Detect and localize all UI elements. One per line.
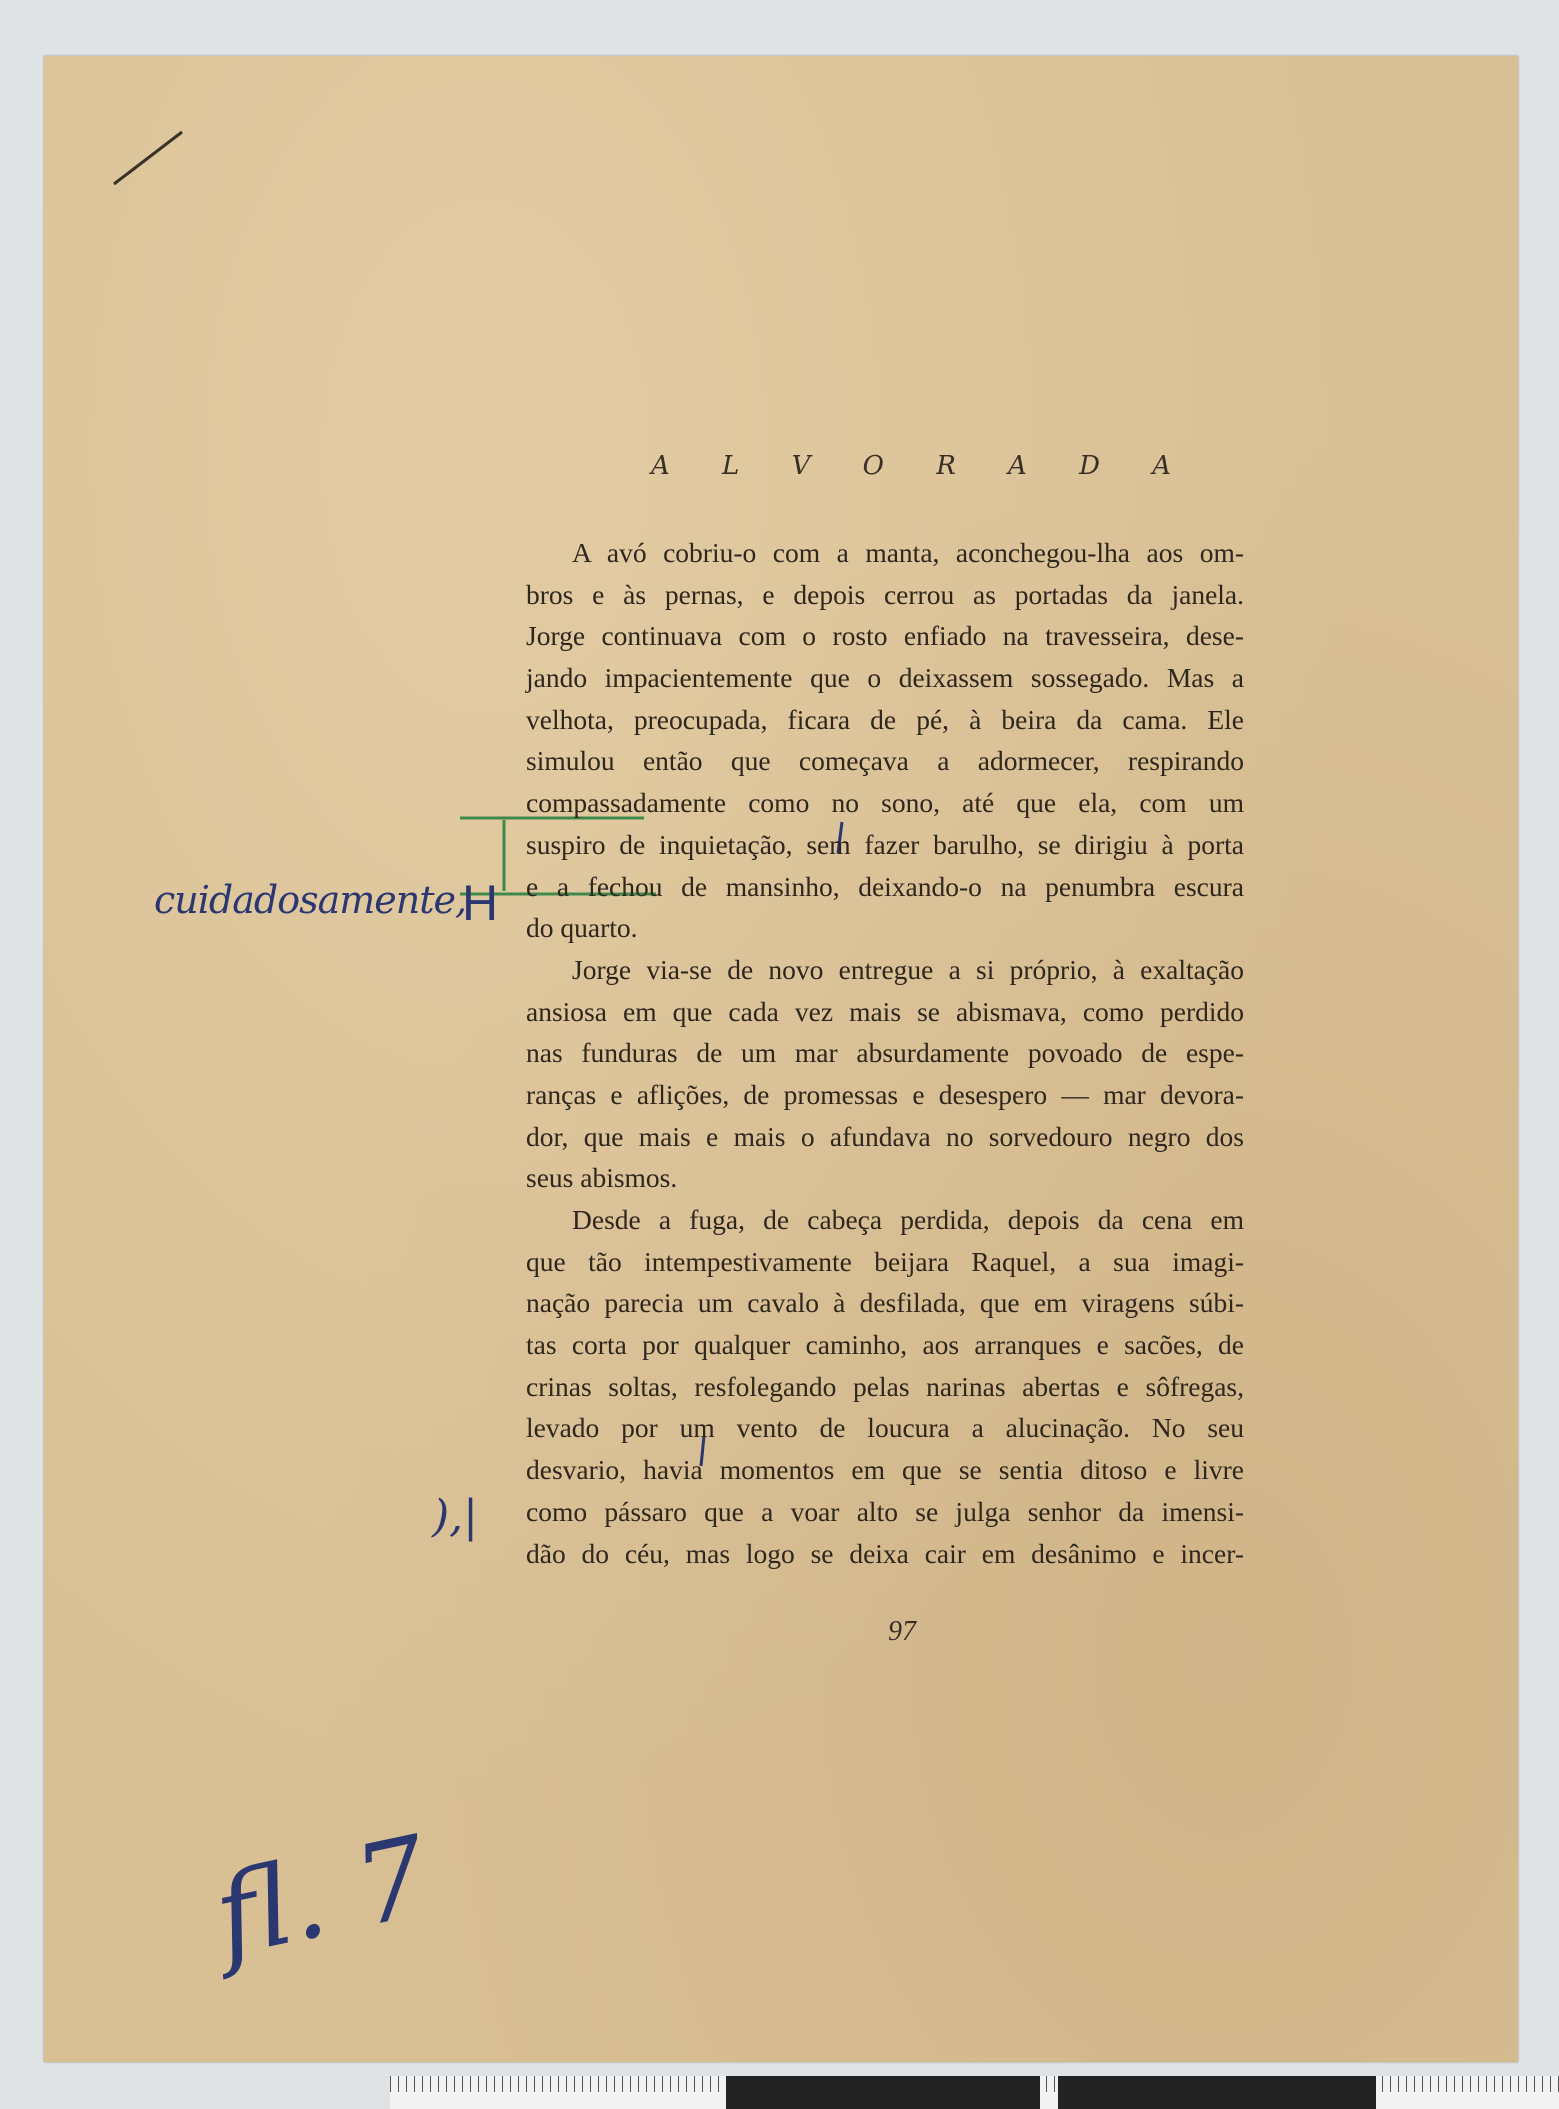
text-line: jando impacientemente que o deixassem sossegado. Mas a bbox=[526, 662, 1244, 694]
text-line: Desde a fuga, de cabeça perdida, depois da cena em bbox=[572, 1204, 1244, 1235]
text-line: do quarto. bbox=[526, 912, 638, 944]
text-line: bros e às pernas, e depois cerrou as portadas da janela. bbox=[526, 578, 1244, 610]
text-line: Jorge via-se de novo entregue a si próprio, à exaltação bbox=[572, 953, 1244, 985]
text-line: como pássaro que a voar alto se julga senhor da imensi- bbox=[526, 1495, 1244, 1527]
handwritten-margin-note: cuidadosamente, bbox=[154, 878, 467, 922]
handwritten-insertion-mark: ),| bbox=[432, 1491, 478, 1542]
body-text bbox=[526, 532, 1244, 1574]
text-line: Jorge continuava com o rosto enfiado na travesseira, dese- bbox=[526, 620, 1244, 652]
ruler-dark-segment bbox=[1058, 2076, 1376, 2109]
ruler-dark-segment bbox=[726, 2076, 1040, 2109]
handwritten-h-mark: H bbox=[462, 875, 499, 931]
text-line: compassadamente como no sono, até que ela, com um bbox=[526, 787, 1244, 819]
text-line: dão do céu, mas logo se deixa cair em desânimo e incer- bbox=[526, 1537, 1244, 1569]
text-line: tas corta por qualquer caminho, aos arranques e sacões, de bbox=[526, 1329, 1244, 1361]
text-line: nas funduras de um mar absurdamente povoado de espe- bbox=[526, 1037, 1244, 1069]
text-line: desvario, havia momentos em que se sentia ditoso e livre bbox=[526, 1454, 1244, 1486]
text-line: nação parecia um cavalo à desfilada, que em viragens súbi- bbox=[526, 1287, 1244, 1319]
text-line: A avó cobriu-o com a manta, aconchegou-lha aos om- bbox=[572, 537, 1244, 568]
text-line: ranças e aflições, de promessas e desespero — mar devora- bbox=[526, 1078, 1244, 1110]
text-line: simulou então que começava a adormecer, respirando bbox=[526, 745, 1244, 777]
text-line: velhota, preocupada, ficara de pé, à beira da cama. Ele bbox=[526, 703, 1244, 735]
document-page bbox=[44, 56, 1518, 2062]
text-line: crinas soltas, resfolegando pelas narinas abertas e sôfregas, bbox=[526, 1370, 1244, 1402]
scale-ruler bbox=[390, 2076, 1559, 2109]
handwritten-folio-number: fl. 7 bbox=[204, 1811, 440, 1982]
text-line: ansiosa em que cada vez mais se abismava, como perdido bbox=[526, 995, 1244, 1027]
text-line: que tão intempestivamente beijara Raquel, a sua imagi- bbox=[526, 1245, 1244, 1277]
text-line: suspiro de inquietação, sem fazer barulho, se dirigiu à porta bbox=[526, 828, 1244, 860]
corner-pencil-mark bbox=[114, 132, 182, 184]
chapter-title: A L V O R A D A bbox=[651, 451, 1193, 481]
page-number: 97 bbox=[888, 1616, 916, 1647]
text-line: dor, que mais e mais o afundava no sorvedouro negro dos bbox=[526, 1120, 1244, 1152]
text-line: levado por um vento de loucura a alucinação. No seu bbox=[526, 1412, 1244, 1444]
text-line: e a fechou de mansinho, deixando-o na penumbra escura bbox=[526, 870, 1244, 902]
text-line: seus abismos. bbox=[526, 1162, 678, 1194]
